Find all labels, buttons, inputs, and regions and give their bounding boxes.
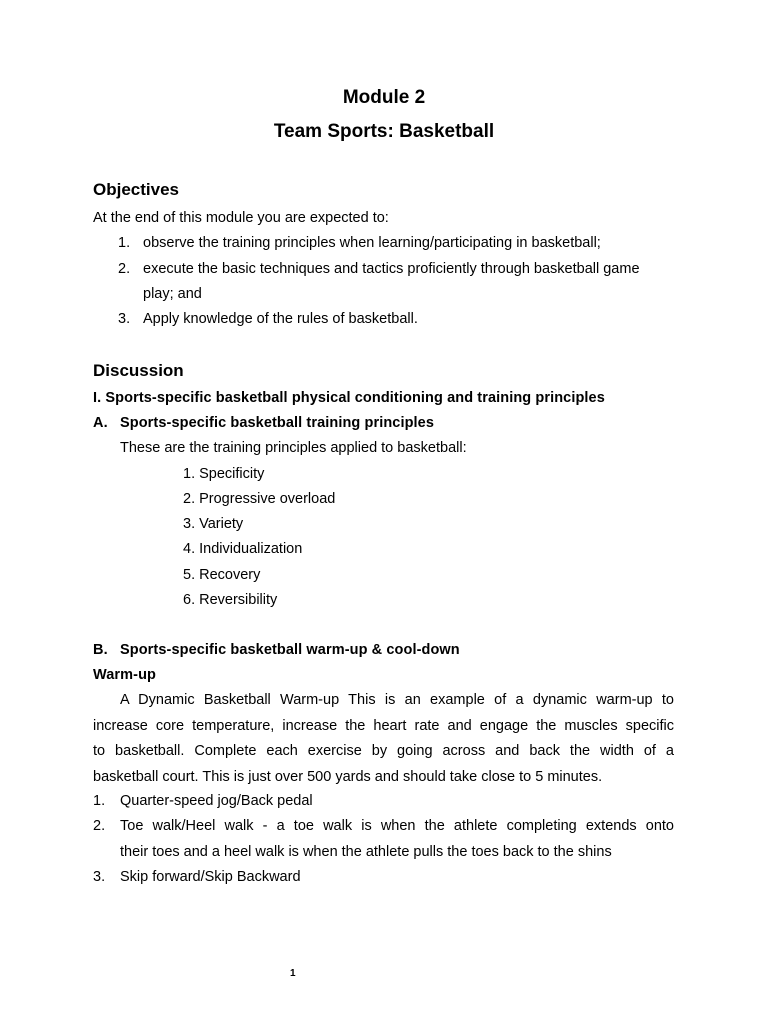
page-title: Team Sports: Basketball <box>273 121 495 142</box>
list-item: 6. Reversibility <box>183 592 278 608</box>
exercise-text: Quarter-speed jog/Back pedal <box>120 793 313 809</box>
objective-text: execute the basic techniques and tactics proficiently through basketball game <box>143 261 640 277</box>
exercise-text: their toes and a heel walk is when the athlete pulls the toes back to the shins <box>120 843 612 860</box>
objective-number: 1. <box>118 235 131 251</box>
objective-text: Apply knowledge of the rules of basketball. <box>143 311 418 327</box>
warmup-paragraph <box>93 688 674 790</box>
section-b-heading: Sports-specific basketball warm-up & cool-down <box>120 642 460 658</box>
discussion-heading: Discussion <box>93 361 184 380</box>
list-item: 3. Variety <box>183 516 244 532</box>
objectives-intro: At the end of this module you are expected to: <box>93 210 389 226</box>
exercise-number: 1. <box>93 793 106 809</box>
section-a-heading: Sports-specific basketball training principles <box>120 415 435 431</box>
section-i-heading: I. Sports-specific basketball physical conditioning and training principles <box>93 390 605 406</box>
module-title: Module 2 <box>342 87 426 108</box>
list-item: 5. Recovery <box>183 567 261 583</box>
exercise-text: Toe walk/Heel walk - a toe walk is when the athlete completing extends onto <box>120 818 674 834</box>
list-item: 2. Progressive overload <box>183 491 336 507</box>
objectives-heading: Objectives <box>93 180 179 199</box>
section-a-letter: A. <box>93 415 108 431</box>
principles-intro: These are the training principles applied to basketball: <box>120 440 467 456</box>
list-item: 1. Specificity <box>183 466 265 482</box>
paragraph-line: basketball court. This is just over 500 yards and should take close to 5 minutes. <box>93 768 603 785</box>
paragraph-line: increase core temperature, increase the heart rate and engage the muscles specific <box>93 717 674 734</box>
warmup-heading: Warm-up <box>93 667 156 683</box>
paragraph-line: A Dynamic Basketball Warm-up This is an example of a dynamic warm-up to <box>120 692 674 708</box>
objective-text-continued: play; and <box>143 286 202 302</box>
exercise-number: 3. <box>93 869 106 885</box>
paragraph-line: to basketball. Complete each exercise by going across and back the width of a <box>93 743 674 759</box>
exercise-number: 2. <box>93 818 106 834</box>
section-b-letter: B. <box>93 642 108 658</box>
list-item: 4. Individualization <box>183 541 303 557</box>
objective-number: 3. <box>118 311 131 327</box>
objective-number: 2. <box>118 261 131 277</box>
exercise-text: Skip forward/Skip Backward <box>120 869 301 885</box>
objective-text: observe the training principles when learning/participating in basketball; <box>143 235 601 251</box>
page-number: 1 <box>290 968 296 979</box>
exercise-text-block <box>120 814 674 865</box>
